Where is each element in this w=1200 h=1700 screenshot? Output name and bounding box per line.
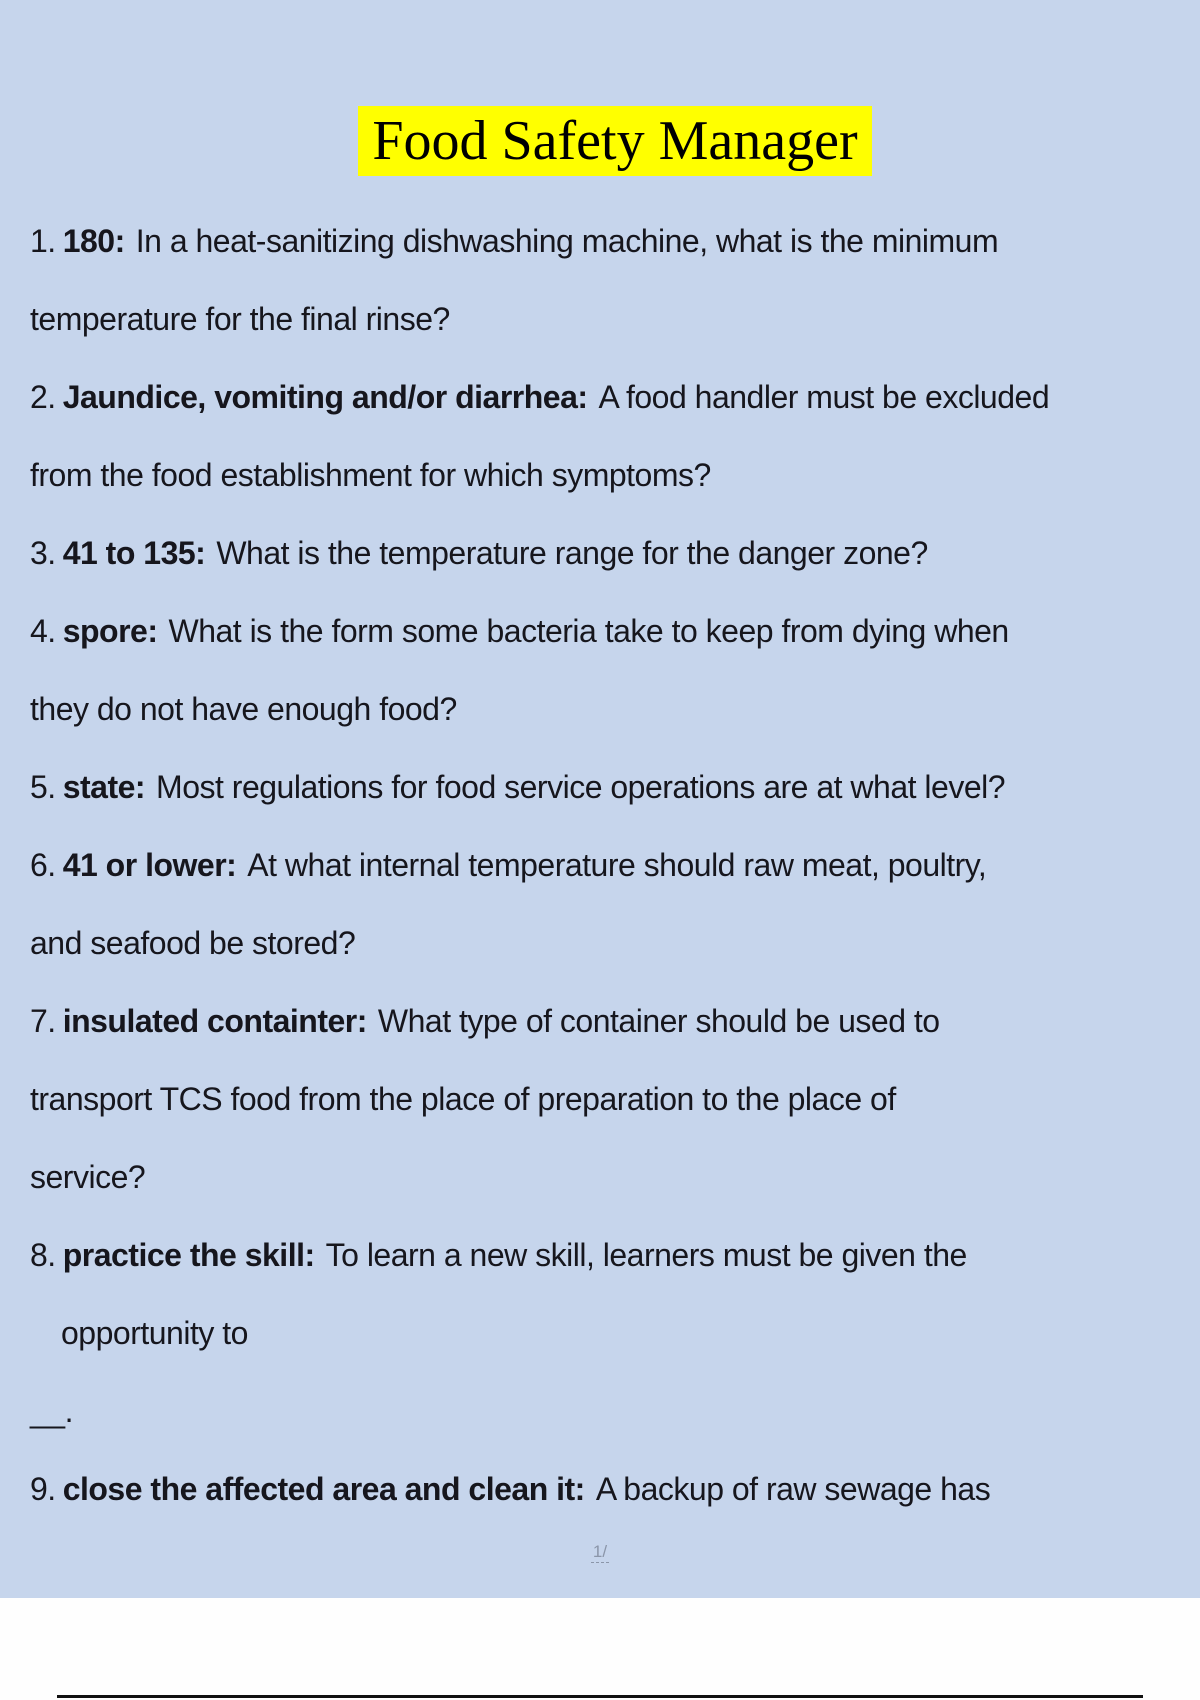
question-item-9 [30,1450,1170,1528]
item-number: 6. [30,847,56,883]
item-number: 5. [30,769,56,805]
title-row [0,0,1200,176]
item-text: To learn a new skill, learners must be given the [325,1237,967,1273]
question-line [30,592,1170,670]
question-line: and seafood be stored? [30,925,356,961]
question-line: opportunity to [61,1315,248,1351]
item-text: In a heat-sanitizing dishwashing machine, what is the minimum [135,223,999,259]
item-text: At what internal temperature should raw meat, poultry, [247,847,987,883]
question-item-3 [30,514,1170,592]
item-number: 3. [30,535,56,571]
item-text: A backup of raw sewage has [595,1471,991,1507]
page-number: 1/ [592,1542,608,1561]
item-number: 7. [30,1003,56,1039]
item-term: 180: [62,223,125,259]
item-text: What is the temperature range for the danger zone? [216,535,928,571]
question-item-2 [30,358,1170,514]
item-term: 41 or lower: [62,847,237,883]
question-item-1 [30,202,1170,358]
item-text: A food handler must be excluded [598,379,1050,415]
question-line [30,1216,1170,1294]
page-title: Food Safety Manager [358,106,871,176]
question-item-4 [30,592,1170,748]
question-item-5 [30,748,1170,826]
question-line [30,982,1170,1060]
question-line [30,202,1170,280]
item-number: 9. [30,1471,56,1507]
item-term: insulated containter: [62,1003,367,1039]
question-line [30,514,1170,592]
item-text: What type of container should be used to [377,1003,940,1039]
question-line: from the food establishment for which symptoms? [30,457,711,493]
item-number: 2. [30,379,56,415]
question-line: temperature for the final rinse? [30,301,450,337]
question-item-7 [30,982,1170,1216]
question-line [30,826,1170,904]
item-term: practice the skill: [62,1237,315,1273]
page-footer [0,1598,1200,1700]
question-line [30,358,1170,436]
item-term: spore: [62,613,158,649]
item-number: 8. [30,1237,56,1273]
question-line: service? [30,1159,146,1195]
item-term: Jaundice, vomiting and/or diarrhea: [62,379,588,415]
item-text: What is the form some bacteria take to keep from dying when [168,613,1009,649]
question-line: transport TCS food from the place of preparation to the place of [30,1081,896,1117]
item-term: 41 to 135: [62,535,206,571]
question-line: they do not have enough food? [30,691,457,727]
item-text: Most regulations for food service operations are at what level? [156,769,1006,805]
question-item-8 [30,1216,1170,1450]
question-list [30,202,1170,1528]
item-term: close the affected area and clean it: [62,1471,585,1507]
footer-rule [57,1695,1143,1698]
question-line [30,748,1170,826]
item-number: 1. [30,223,56,259]
blank-answer-line: __. [30,1393,73,1429]
question-line [30,1450,1170,1528]
question-item-6 [30,826,1170,982]
page-number-row [0,1534,1200,1570]
item-term: state: [62,769,146,805]
item-number: 4. [30,613,56,649]
